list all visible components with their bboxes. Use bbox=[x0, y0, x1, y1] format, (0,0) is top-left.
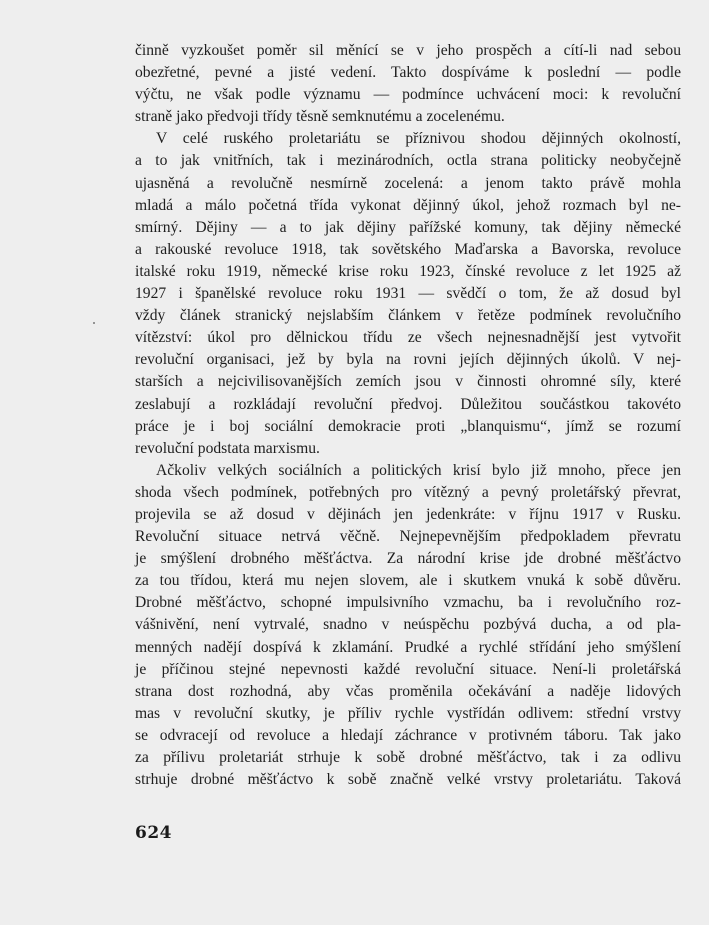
text-line: Ačkoliv velkých sociálních a politických krisí bylo již mnoho, přece jen bbox=[156, 461, 681, 479]
text-line: strhuje drobné měšťáctvo k sobě značně velké vrstvy proletariátu. Taková bbox=[135, 771, 681, 789]
scan-speck bbox=[93, 322, 95, 324]
text-line: vášnivění, není vytrvalé, snadno v neúspěchu pozbývá ducha, a od pla- bbox=[135, 616, 681, 634]
text-line: starších a nejcivilisovanějších zemích jsou v činnosti ohromné síly, které bbox=[135, 373, 681, 391]
text-line: straně jako předvoji třídy těsně semknutému a zocelenému. bbox=[135, 108, 505, 126]
text-line: V celé ruského proletariátu se příznivou shodou dějinných okolností, bbox=[156, 130, 681, 148]
text-line: zeslabují a rozkládají revoluční předvoj. Důležitou součástkou takovéto bbox=[135, 395, 681, 413]
text-line: mladá a málo početná třída vykonat dějinný úkol, jehož rozmach byl ne- bbox=[135, 196, 681, 214]
paragraph bbox=[135, 40, 681, 128]
text-line: ujasněná a revolučně nesmírně zocelená: a jenom takto právě mohla bbox=[135, 174, 681, 192]
text-line: a to jak vnitřních, tak i mezinárodních, octla strana politicky neobyčejně bbox=[135, 152, 681, 170]
paragraph bbox=[135, 128, 681, 459]
text-line: se odvracejí od revoluce a hledají záchrance v protivném táboru. Tak jako bbox=[135, 726, 681, 744]
text-line: projevila se až dosud v dějinách jen jedenkráte: v říjnu 1917 v Rusku. bbox=[135, 505, 681, 523]
text-line: revoluční podstata marxismu. bbox=[135, 439, 320, 457]
text-line: smírný. Dějiny — a to jak dějiny pařížské komuny, tak dějiny německé bbox=[135, 218, 681, 236]
text-line: italské roku 1919, německé krise roku 1923, čínské revoluce z let 1925 až bbox=[135, 262, 681, 280]
text-line: revoluční organisaci, jež by byla na rovni jejích dějinných úkolů. V nej- bbox=[135, 351, 681, 369]
text-line: je příčinou stejné nepevnosti každé revoluční situace. Není-li proletářská bbox=[135, 660, 681, 678]
text-line: obezřetné, pevné a jisté vedení. Takto dospíváme k poslední — podle bbox=[135, 64, 681, 82]
text-line: menných nadějí dospívá k zklamání. Prudké a rychlé střídání jeho smýšlení bbox=[135, 638, 681, 656]
text-line: vítězství: úkol pro dělnickou třídu ze všech nejnesnadnější jest vytvořit bbox=[135, 329, 681, 347]
text-line: činně vyzkoušet poměr sil měnící se v jeho prospěch a cítí-li nad sebou bbox=[135, 42, 681, 59]
text-line: 1927 i španělské revoluce roku 1931 — svědčí o tom, že až dosud byl bbox=[135, 285, 681, 303]
text-line: za tou třídou, která mu nejen slovem, ale i skutkem vnuká k sobě důvěru. bbox=[135, 572, 681, 590]
text-line: strana dost rozhodná, aby včas proměnila očekávání a naděje lidových bbox=[135, 682, 681, 700]
text-line: za přílivu proletariát strhuje k sobě drobné měšťáctvo, tak i za odlivu bbox=[135, 749, 681, 766]
text-line: shoda všech podmínek, potřebných pro vítězný a pevný proletářský převrat, bbox=[135, 483, 681, 501]
text-line: mas v revoluční skutky, je příliv rychle vystřídán odlivem: střední vrstvy bbox=[135, 704, 681, 722]
text-line: je smýšlení drobného měšťáctva. Za národní krise jde drobné měšťáctvo bbox=[135, 550, 681, 568]
text-line: vždy článek stranický nejslabším článkem v řetěze podmínek revolučního bbox=[135, 307, 681, 325]
text-line: práce je i boj sociální demokracie proti „blanquismu“, jímž se rozumí bbox=[135, 417, 681, 435]
page-number: 624 bbox=[135, 823, 172, 843]
body-text bbox=[135, 40, 681, 791]
text-line: a rakouské revoluce 1918, tak sovětského Maďarska a Bavorska, revoluce bbox=[135, 240, 681, 258]
paragraph bbox=[135, 460, 681, 791]
text-line: výčtu, ne však podle významu — podmínce uchvácení moci: k revoluční bbox=[135, 86, 681, 104]
text-line: Revoluční situace netrvá věčně. Nejnepevnějším předpokladem převratu bbox=[135, 528, 681, 546]
text-line: Drobné měšťáctvo, schopné impulsivního vzmachu, ba i revolučního roz- bbox=[135, 594, 681, 612]
